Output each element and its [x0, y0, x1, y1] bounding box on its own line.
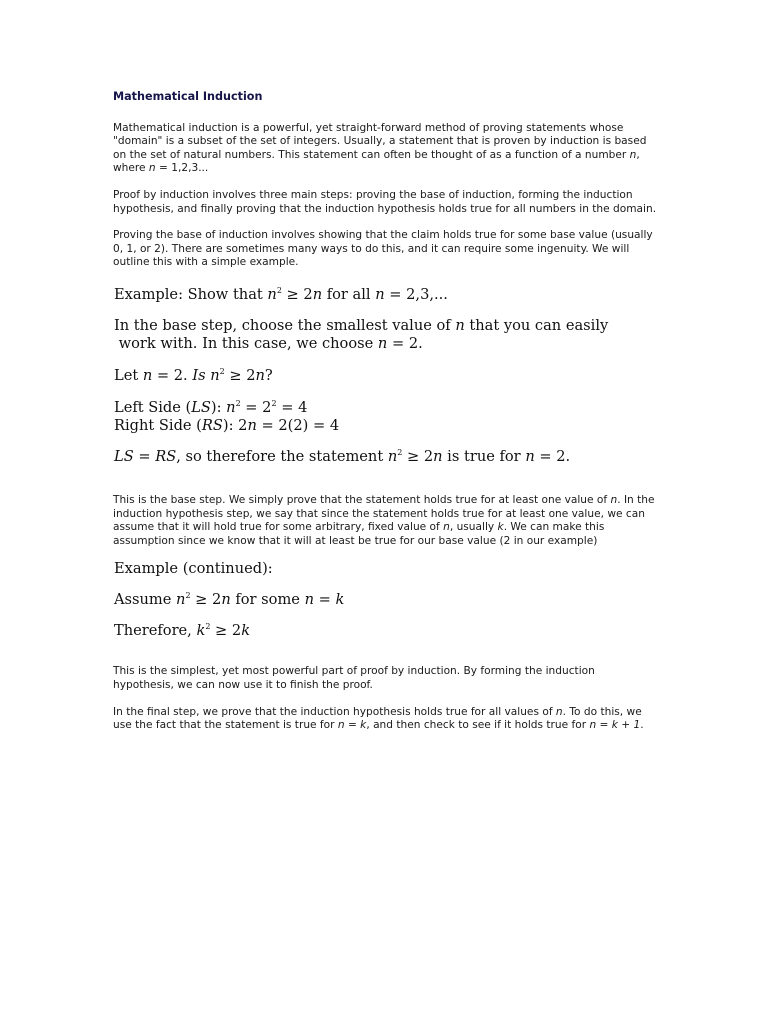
paragraph-steps: Proof by induction involves three main steps: proving the base of induction, forming the induction hypothesis, and finally proving that the induction hypothesis holds true for all numbers in the domain. — [113, 188, 657, 215]
example-base-step-line2: work with. In this case, we choose n = 2. — [118, 334, 423, 352]
example-therefore-line: Therefore, $k^2 \ge 2k$ — [114, 622, 251, 640]
text-run: = 1,2,3... — [155, 162, 209, 175]
example-right-side: Right Side (RS): 2n = 2(2) = 4 — [114, 416, 340, 434]
example-continued-image — [114, 560, 658, 640]
text-run: , where — [113, 148, 640, 175]
example-base-step-line1: In the base step, choose the smallest value of n that you can easily — [114, 316, 609, 334]
paragraph-intro — [113, 122, 658, 176]
example-let-line: Let n = 2. Is $n^2 \ge 2n$? — [114, 366, 273, 384]
example-statement: Example: Show that $n^2 \ge 2n$ for all n = 2,3,... — [114, 285, 448, 303]
paragraph-hypothesis: This is the simplest, yet most powerful part of proof by induction. By forming the induction hypothesis, we can now use it to finish the proof. — [113, 665, 595, 691]
example-left-side: Left Side (LS): $n^2 = 2^2 = 4$ — [114, 398, 308, 416]
example-base-step-image — [114, 286, 658, 466]
example-continued-heading: Example (continued): — [114, 560, 273, 578]
math-variable: n — [148, 162, 156, 175]
document-body — [113, 90, 658, 746]
paragraph-base: Proving the base of induction involves showing that the claim holds true for some base value (usually 0, 1, or 2). There are sometimes many ways to do this, and it can require some ingenuity. We will outline this with a simple example. — [113, 229, 653, 269]
math-variable: n — [629, 148, 637, 161]
text-run: Mathematical induction is a powerful, yet straight-forward method of proving statements whose "domain" is a subset of the set of integers. Usually, a statement that is proven by induction is based on the set of natural numbers. This statement can often be thought of as a function of a number — [113, 121, 647, 161]
paragraph-base-step-explanation: This is the base step. We simply prove that the statement holds true for at least one value of n. In the induction hypothesis step, we say that since the statement holds true for at least one value, we can assume that it will hold true for some arbitrary, fixed value of n, usually k. We can make this assumption since we know that it will at least be true for our base value (2 in our example) — [113, 493, 655, 547]
page-title: Mathematical Induction — [113, 90, 263, 103]
example-conclusion: LS = RS, so therefore the statement $n^2 \ge 2n$ is true for n = 2. — [114, 447, 571, 465]
paragraph-final-step: In the final step, we prove that the induction hypothesis holds true for all values of n. To do this, we use the fact that the statement is true for n = k, and then check to see if it holds true for n = k + 1. — [113, 705, 644, 732]
example-assume-line: Assume $n^2 \ge 2n$ for some n = k — [114, 591, 345, 609]
